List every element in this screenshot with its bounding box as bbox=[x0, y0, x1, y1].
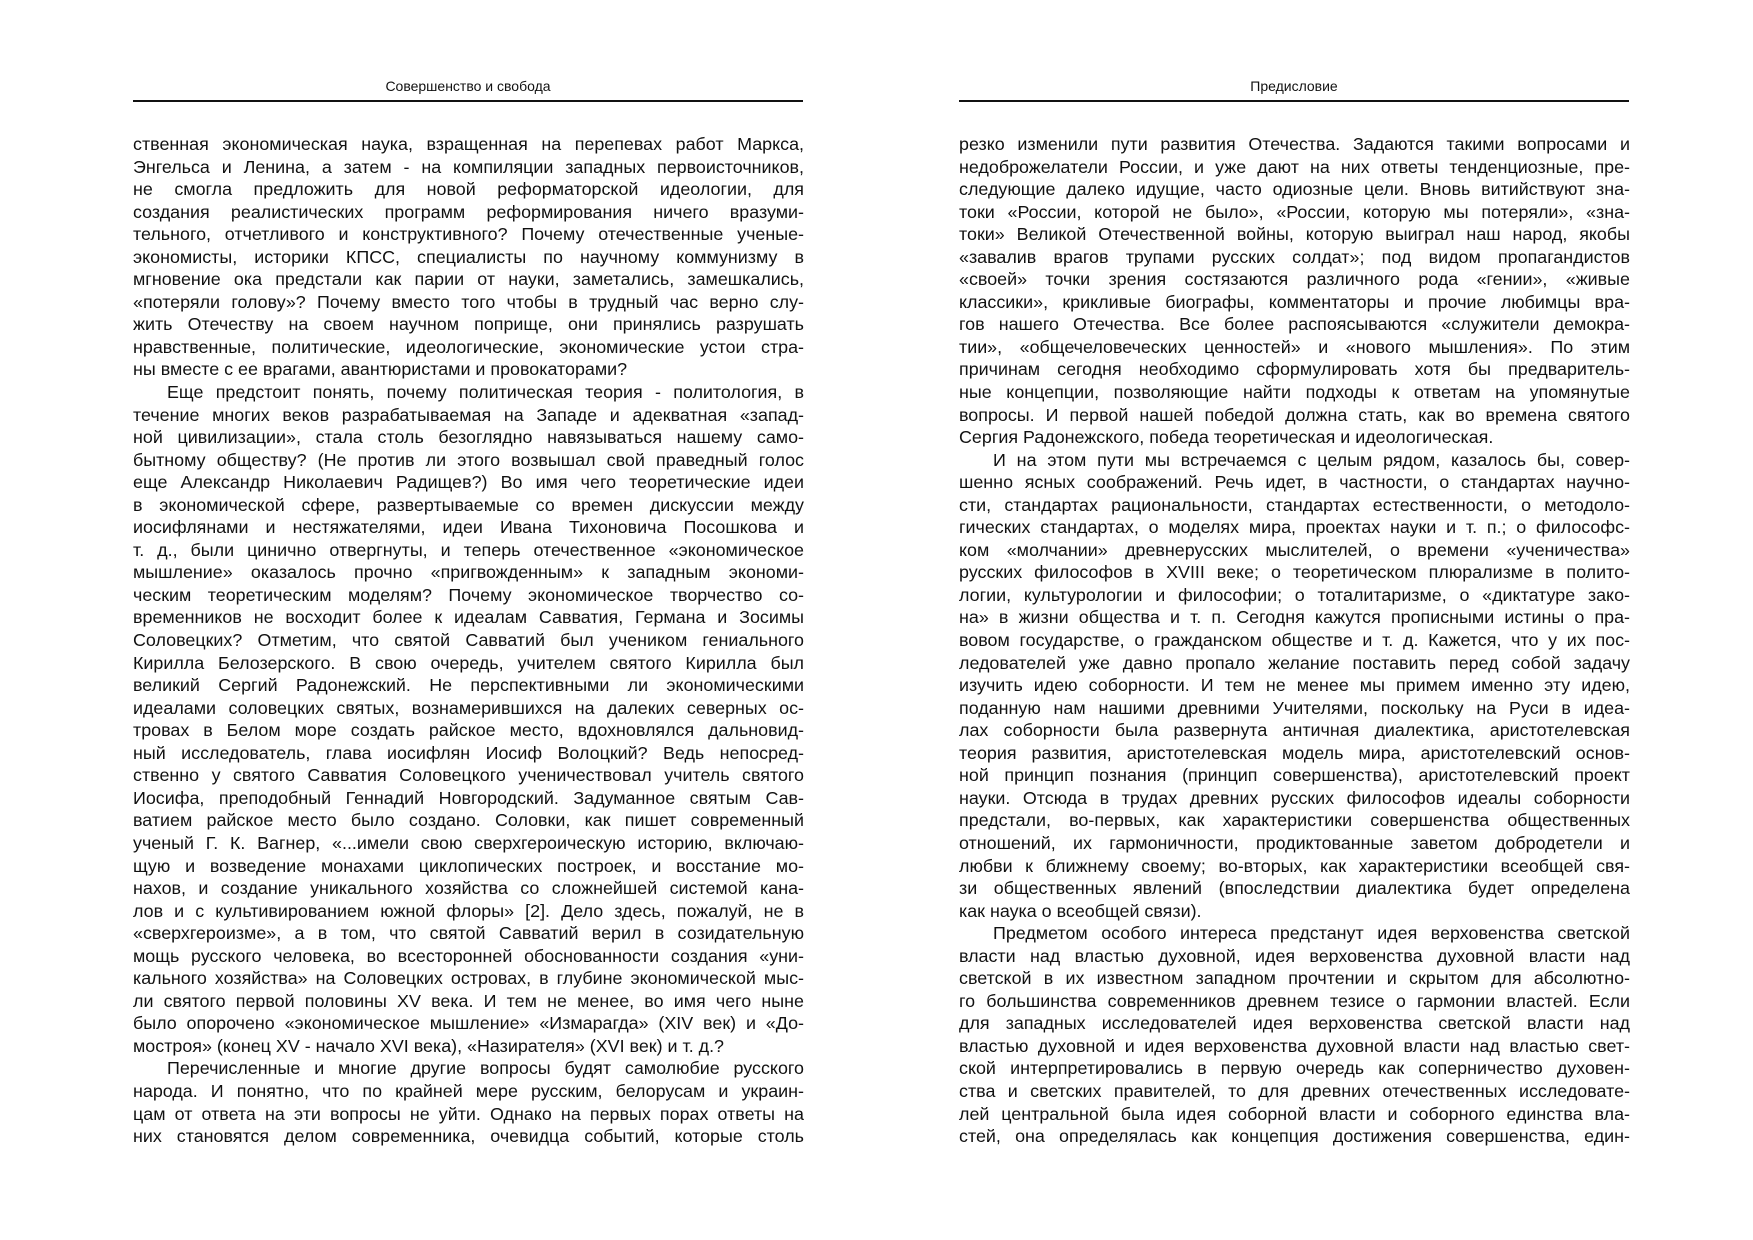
text-line: стей, она определялась как концепция достижения совершенства, един- bbox=[959, 1126, 1630, 1147]
text-line: не смогла предложить для новой реформаторской идеологии, для bbox=[133, 179, 804, 200]
text-line: любви к ближнему своему; во-вторых, как характеристики всеобщей свя- bbox=[959, 855, 1630, 876]
text-line: предстали, во-первых, как характеристики совершенства общественных bbox=[959, 810, 1630, 831]
text-line: Сергия Радонежского, победа теоретическая и идеологическая. bbox=[959, 427, 1494, 448]
text-line: ные концепции, позволяющие найти подходы к ответам на упомянутые bbox=[959, 382, 1630, 403]
text-line: вопросы. И первой нашей победой должна стать, как во времена святого bbox=[959, 404, 1630, 425]
text-line: народа. И понятно, что по крайней мере русским, белорусам и украин- bbox=[133, 1080, 804, 1101]
text-line: И на этом пути мы встречаемся с целым рядом, казалось бы, совер- bbox=[993, 449, 1630, 470]
text-line: ной цивилизации», стала столь безоглядно навязываться нашему само- bbox=[133, 427, 804, 448]
text-line: ный исследователь, глава иосифлян Иосиф Волоцкий? Ведь непосред- bbox=[133, 742, 804, 763]
text-line: ственно у святого Савватия Соловецкого ученичествовал учитель святого bbox=[133, 765, 804, 786]
text-line: «потеряли голову»? Почему вместо того чтобы в трудный час верно слу- bbox=[133, 291, 804, 312]
text-line: щую и возведение монахами циклопических построек, и восстание мо- bbox=[133, 855, 804, 876]
text-line: отношений, их гармоничности, продиктованные заветом добродетели и bbox=[959, 832, 1630, 853]
text-line: причинам сегодня необходимо сформулировать хотя бы предваритель- bbox=[959, 359, 1630, 380]
text-line: Иосифа, преподобный Геннадий Новгородский. Задуманное святым Сав- bbox=[133, 787, 804, 808]
text-line: русских философов в XVIII веке; о теоретическом плюрализме в полито- bbox=[959, 562, 1630, 583]
text-line: шенно ясных соображений. Речь идет, в частности, о стандартах научно- bbox=[959, 472, 1630, 493]
text-line: экономисты, историки КПСС, специалисты по научному коммунизму в bbox=[133, 246, 804, 267]
text-line: Еще предстоит понять, почему политическая теория - политология, в bbox=[167, 382, 804, 403]
text-line: Перечисленные и многие другие вопросы будят самолюбие русского bbox=[167, 1058, 804, 1079]
running-head-left: Совершенство и свобода bbox=[385, 78, 551, 94]
text-line: ватием райское место было создано. Соловки, как пишет современный bbox=[133, 810, 804, 831]
text-line: «завалив врагов трупами русских солдат»; под видом пропагандистов bbox=[959, 246, 1630, 267]
text-line: было опорочено «экономическое мышление» «Измарагда» (XIV век) и «До- bbox=[133, 1013, 804, 1034]
text-line: резко изменили пути развития Отечества. Задаются такими вопросами и bbox=[959, 134, 1630, 154]
text-line: ственная экономическая наука, взращенная на перепевах работ Маркса, bbox=[133, 134, 804, 154]
text-line: Кирилла Белозерского. В свою очередь, учителем святого Кирилла был bbox=[133, 652, 804, 673]
text-line: тровах в Белом море создать райское место, вдохновлялся дальновид- bbox=[133, 720, 804, 741]
text-line: для западных исследователей идея верховенства светской власти над bbox=[959, 1013, 1630, 1034]
text-line: ком «молчании» древнерусских мыслителей, о времени «ученичества» bbox=[959, 539, 1630, 560]
text-line: го большинства современников древнем тезисе о гармонии властей. Если bbox=[959, 990, 1630, 1011]
text-line: бытному обществу? (Не против ли этого возвышал свой праведный голос bbox=[133, 449, 804, 470]
text-line: логии, культурологии и философии; о тоталитаризме, о «диктатуре зако- bbox=[959, 584, 1630, 605]
text-line: зи общественных явлений (впоследствии диалектика будет определена bbox=[959, 878, 1630, 899]
text-line: лах соборности была развернута античная диалектика, аристотелевская bbox=[959, 720, 1630, 741]
text-line: Соловецких? Отметим, что святой Савватий был учеником гениального bbox=[133, 630, 804, 651]
text-line: ства и светских правителей, то для древних отечественных исследовате- bbox=[959, 1080, 1630, 1101]
text-line: гов нашего Отечества. Все более распоясываются «служители демокра- bbox=[959, 314, 1630, 335]
text-line: нахов, и создание уникального хозяйства со сложнейшей системой кана- bbox=[133, 878, 804, 899]
text-line: великий Сергий Радонежский. Не перспективными ли экономическими bbox=[133, 675, 804, 696]
text-line: иосифлянами и нестяжателями, идеи Ивана Тихоновича Посошкова и bbox=[133, 517, 804, 538]
text-line: изучить идею соборности. И тем не менее мы примем именно эту идею, bbox=[959, 675, 1630, 696]
text-line: ческим теоретическим моделям? Почему экономическое творчество со- bbox=[133, 584, 804, 605]
text-line: ской интерпретировались в первую очередь как соперничество духовен- bbox=[959, 1058, 1630, 1079]
text-line: мышление» оказалось прочно «пригвожденным» к западным экономи- bbox=[133, 562, 804, 583]
text-line: них становятся делом современника, очевидца событий, которые столь bbox=[133, 1126, 804, 1147]
text-line: мгновение ока предстали как парии от науки, заметались, замешкались, bbox=[133, 269, 804, 290]
text-line: теория развития, аристотелевская модель мира, аристотелевский основ- bbox=[959, 742, 1630, 763]
running-head-right: Предисловие bbox=[1250, 78, 1338, 94]
text-line: мощь русского человека, во всесторонней обоснованности создания «уни- bbox=[133, 945, 804, 966]
text-line: ученый Г. К. Вагнер, «...имели свою сверхгероическую историю, включаю- bbox=[133, 832, 804, 853]
text-line: ной принцип познания (принцип совершенства), аристотелевский проект bbox=[959, 765, 1630, 786]
text-line: власти над властью духовной, идея верховенства духовной власти над bbox=[959, 945, 1630, 966]
text-line: вовом государстве, о гражданском обществе и т. д. Кажется, что у их пос- bbox=[959, 630, 1630, 651]
text-line: гических стандартах, о моделях мира, проектах науки и т. п.; о философс- bbox=[959, 517, 1630, 538]
text-line: светской в их известном западном прочтении и скрытом для абсолютно- bbox=[959, 968, 1630, 989]
text-line: жить Отечеству на своем научном поприще, они принялись разрушать bbox=[133, 314, 804, 335]
text-line: токи» Великой Отечественной войны, которую выиграл наш народ, якобы bbox=[959, 224, 1630, 245]
text-line: властью духовной и идея верховенства духовной власти над властью свет- bbox=[959, 1035, 1630, 1056]
text-line: мостроя» (конец XV - начало XVI века), «Назирателя» (XVI век) и т. д.? bbox=[133, 1035, 725, 1056]
text-line: «сверхгероизме», а в том, что святой Савватий верил в созидательную bbox=[133, 923, 804, 944]
text-line: следующие далеко идущие, часто одиозные цели. Вновь витийствуют зна- bbox=[959, 179, 1630, 200]
text-line: сти, стандартах рациональности, стандартах естественности, о методоло- bbox=[959, 494, 1630, 515]
text-line: недоброжелатели России, и уже дают на них ответы тенденциозные, пре- bbox=[959, 156, 1630, 177]
text-line: ледователей уже давно пропало желание поставить перед собой задачу bbox=[959, 652, 1630, 673]
body-text-left bbox=[133, 133, 804, 1148]
text-line: еще Александр Николаевич Радищев?) Во имя чего теоретические идеи bbox=[133, 472, 804, 493]
text-line: течение многих веков разрабатываемая на Западе и адекватная «запад- bbox=[133, 404, 804, 425]
text-line: нравственные, политические, идеологические, экономические устои стра- bbox=[133, 336, 804, 357]
text-line: ли святого первой половины XV века. И тем не менее, во имя чего ныне bbox=[133, 990, 804, 1011]
text-line: тельного, отчетливого и конструктивного? Почему отечественные ученые- bbox=[133, 224, 804, 245]
text-line: цам от ответа на эти вопросы не уйти. Однако на первых порах ответы на bbox=[133, 1103, 804, 1124]
text-line: Энгельса и Ленина, а затем - на компиляции западных первоисточников, bbox=[133, 156, 804, 177]
text-line: лей центральной была идея соборной власти и соборного единства вла- bbox=[959, 1103, 1630, 1124]
text-line: кального хозяйства» на Соловецких островах, в глубине экономической мыс- bbox=[133, 968, 804, 989]
text-line: в экономической сфере, развертываемые со времен дискуссии между bbox=[133, 494, 804, 515]
text-line: тии», «общечеловеческих ценностей» и «нового мышления». По этим bbox=[959, 336, 1630, 357]
right-page bbox=[877, 0, 1753, 1240]
text-line: ны вместе с ее врагами, авантюристами и провокаторами? bbox=[133, 359, 628, 380]
text-line: токи «России, которой не было», «России, которую мы потеряли», «зна- bbox=[959, 201, 1630, 222]
text-line: лов и с культивированием южной флоры» [2]. Дело здесь, пожалуй, не в bbox=[133, 900, 804, 921]
text-line: Предметом особого интереса предстанут идея верховенства светской bbox=[993, 923, 1630, 944]
header-rule-left bbox=[133, 100, 803, 102]
text-line: как наука о всеобщей связи). bbox=[959, 900, 1202, 921]
left-page bbox=[0, 0, 876, 1240]
text-line: временников не восходит более к идеалам Савватия, Германа и Зосимы bbox=[133, 607, 804, 628]
text-line: поданную нам нашими древними Учителями, поскольку на Руси в идеа- bbox=[959, 697, 1630, 718]
text-line: создания реалистических программ реформирования ничего вразуми- bbox=[133, 201, 804, 222]
body-text-right bbox=[959, 133, 1630, 1148]
text-line: науки. Отсюда в трудах древних русских философов идеалы соборности bbox=[959, 787, 1630, 808]
text-line: т. д., были цинично отвергнуты, и теперь отечественное «экономическое bbox=[133, 539, 804, 560]
header-rule-right bbox=[959, 100, 1629, 102]
text-line: на» в жизни общества и т. п. Сегодня кажутся прописными истины о пра- bbox=[959, 607, 1630, 628]
text-line: идеалами соловецких святых, вознамерившихся на далеких северных ос- bbox=[133, 697, 804, 718]
text-line: классики», крикливые биографы, комментаторы и прочие любимцы вра- bbox=[959, 291, 1630, 312]
text-line: «своей» точки зрения состязаются различного рода «гении», «живые bbox=[959, 269, 1630, 290]
